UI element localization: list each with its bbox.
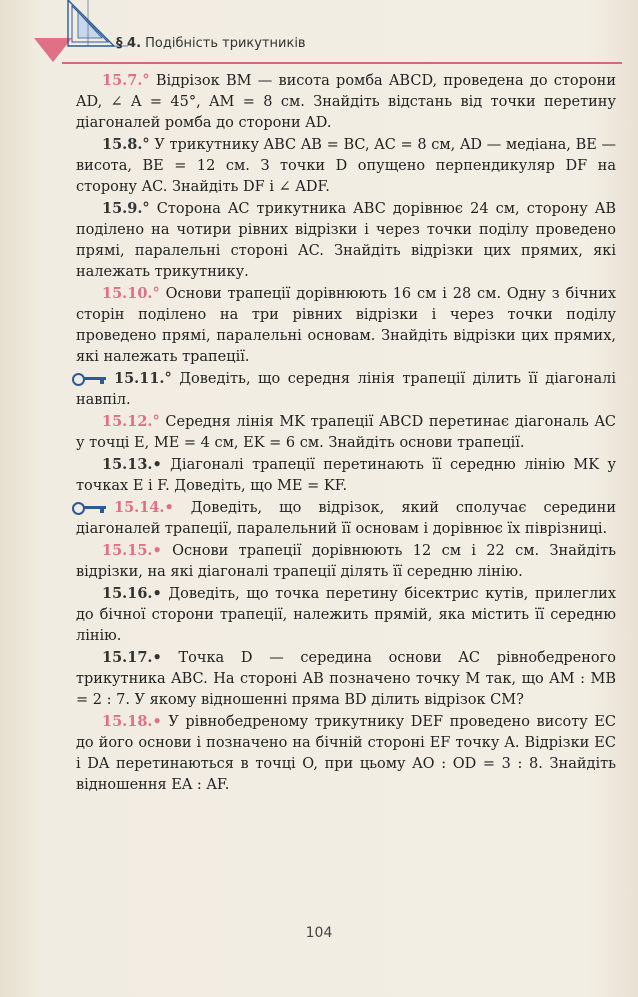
problem-number: 15.18.•: [102, 713, 162, 730]
problems-list: [76, 70, 616, 796]
page-number: 104: [305, 925, 333, 941]
problem-item: [76, 454, 616, 497]
problem-text: Середня лінія MK трапеції ABCD перетинає діагональ AC у точці E, ME = 4 см, EK = 6 см. Знайдіть основи трапеції.: [76, 414, 617, 451]
problem-item: [76, 583, 616, 647]
problem-item: [76, 283, 616, 368]
section-title-text: Подібність трикутників: [145, 36, 306, 51]
problem-item: [76, 497, 616, 540]
problem-text: Діагоналі трапеції перетинають її середню лінію MK у точках E і F. Доведіть, що ME = KF.: [76, 457, 617, 494]
problem-number: 15.12.°: [102, 413, 160, 430]
problem-item: [76, 711, 616, 796]
section-number: § 4.: [116, 36, 142, 51]
section-logo-icon: [28, 0, 138, 68]
header-divider: [62, 62, 622, 64]
problem-number: 15.14.•: [114, 499, 174, 516]
problem-item: [76, 411, 616, 454]
key-icon: [72, 372, 108, 384]
problem-number: 15.7.°: [102, 72, 150, 89]
problem-text: Доведіть, що точка перетину бісектрис кутів, прилеглих до бічної сторони трапеції, належить прямій, яка містить її середню лінію.: [76, 586, 616, 644]
problem-number: 15.13.•: [102, 456, 162, 473]
problem-text: Сторона AC трикутника ABC дорівнює 24 см, сторону AB поділено на чотири рівних відрізки і через точки поділу проведено прямі, паралельні стороні AC. Знайдіть відрізки цих прямих, які належать трикутнику.: [76, 201, 617, 280]
problem-number: 15.10.°: [102, 285, 160, 302]
problem-item: [76, 198, 616, 283]
problem-number: 15.16.•: [102, 585, 162, 602]
problem-text: Точка D — середина основи AC рівнобедреного трикутника ABC. На стороні AB позначено точку M так, що AM : MB = 2 : 7. У якому відношенні пряма BD ділить відрізок CM?: [76, 650, 616, 708]
problem-item: [76, 540, 616, 583]
page-header: [0, 0, 638, 65]
problem-item: [76, 647, 616, 711]
problem-text: Доведіть, що середня лінія трапеції ділить її діагоналі навпіл.: [76, 371, 616, 408]
section-title: [116, 36, 306, 51]
problem-number: 15.9.°: [102, 200, 150, 217]
problem-number: 15.17.•: [102, 649, 162, 666]
problem-text: Основи трапеції дорівнюють 16 см і 28 см. Одну з бічних сторін поділено на три рівних відрізки і через точки поділу проведено прямі, паралельні основам. Знайдіть відрізки цих прямих, які належать трапеції.: [76, 286, 617, 365]
problem-text: У рівнобедреному трикутнику DEF проведено висоту EC до його основи і позначено на бічній стороні EF точку A. Відрізки EC і DA перетинаються в точці O, при цьому AO : OD = 3 : 8. Знайдіть відношення EA : AF.: [76, 714, 616, 793]
problem-item: [76, 70, 616, 134]
key-icon: [72, 501, 108, 513]
problem-item: [76, 368, 616, 411]
problem-text: Відрізок BM — висота ромба ABCD, проведена до сторони AD, ∠ A = 45°, AM = 8 см. Знайдіть відстань від точки перетину діагоналей ромба до сторони AD.: [76, 73, 617, 131]
problem-text: Основи трапеції дорівнюють 12 см і 22 см. Знайдіть відрізки, на які діагоналі трапеції ділять її середню лінію.: [76, 543, 616, 580]
problem-number: 15.11.°: [114, 370, 172, 387]
problem-number: 15.8.°: [102, 136, 150, 153]
problem-text: У трикутнику ABC AB = BC, AC = 8 см, AD — медіана, BE — висота, BE = 12 см. З точки D опущено перпендикуляр DF на сторону AC. Знайдіть DF і ∠ ADF.: [76, 137, 616, 195]
problem-number: 15.15.•: [102, 542, 162, 559]
problem-text: Доведіть, що відрізок, який сполучає середини діагоналей трапеції, паралельний її основам і дорівнює їх піврізниці.: [76, 500, 617, 537]
problem-item: [76, 134, 616, 198]
